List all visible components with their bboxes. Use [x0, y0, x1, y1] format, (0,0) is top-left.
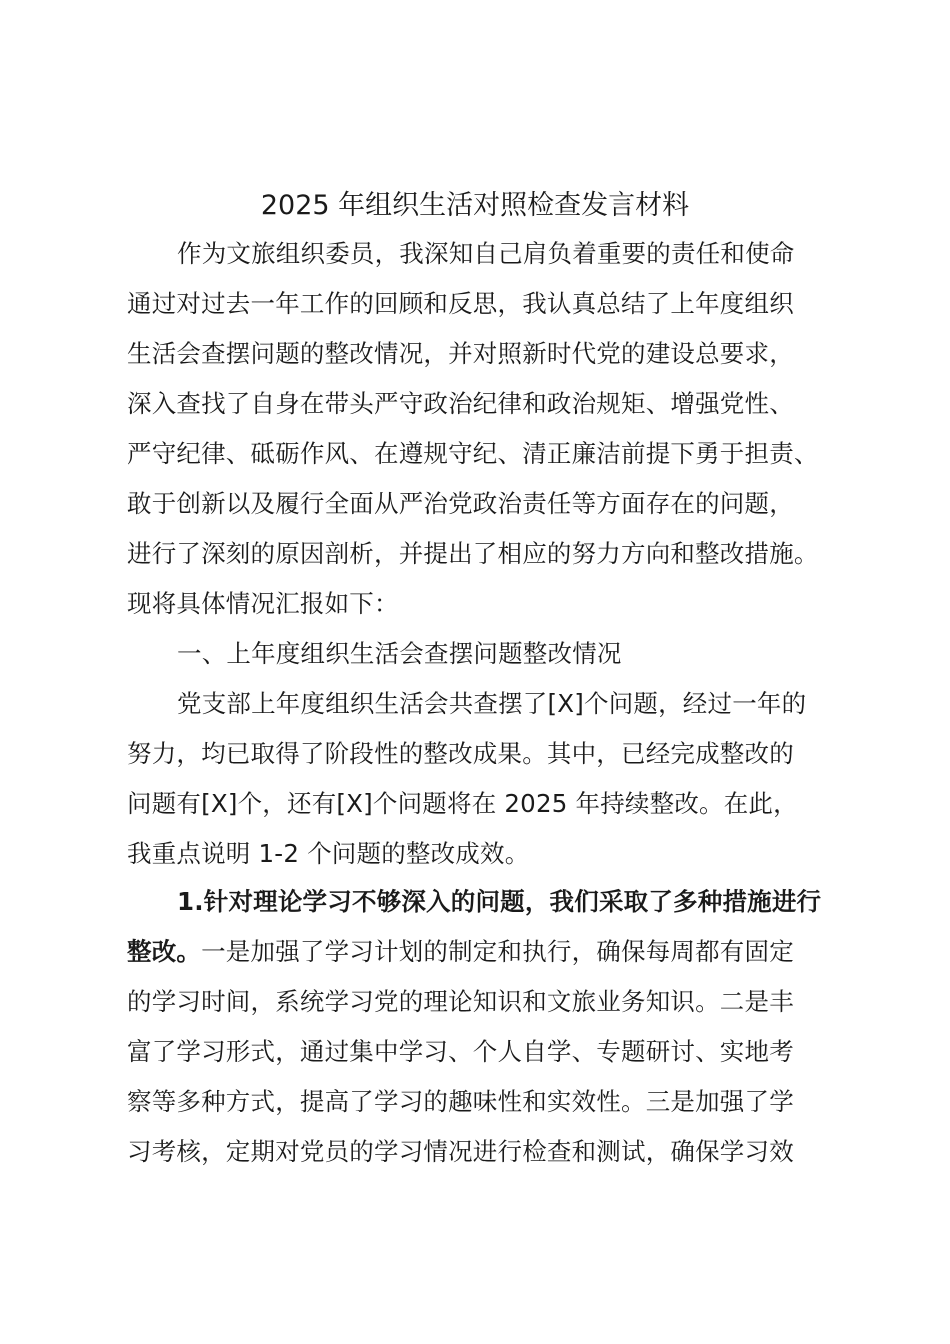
item1-bold-heading-end: 整改。 [127, 937, 202, 966]
intro-line: 生活会查摆问题的整改情况，并对照新时代党的建设总要求， [127, 339, 794, 368]
item1-line-rest: 一是加强了学习计划的制定和执行，确保每周都有固定 [201, 937, 794, 966]
item1-line: 富了学习形式，通过集中学习、个人自学、专题研讨、实地考 [127, 1037, 794, 1066]
document-title: 2025 年组织生活对照检查发言材料 [260, 190, 690, 221]
intro-line: 作为文旅组织委员，我深知自己肩负着重要的责任和使命 [177, 239, 795, 268]
intro-line: 现将具体情况汇报如下： [127, 589, 399, 618]
item1-bold-heading: 1.针对理论学习不够深入的问题，我们采取了多种措施进行 [177, 887, 822, 916]
section-line: 努力，均已取得了阶段性的整改成果。其中，已经完成整改的 [127, 739, 794, 768]
intro-line: 严守纪律、砥砺作风、在遵规守纪、清正廉洁前提下勇于担责、 [127, 439, 819, 468]
section-heading: 一、上年度组织生活会查摆问题整改情况 [177, 639, 622, 668]
item1-line [127, 934, 794, 970]
item1-line: 习考核，定期对党员的学习情况进行检查和测试，确保学习效 [127, 1137, 794, 1166]
intro-line: 敢于创新以及履行全面从严治党政治责任等方面存在的问题， [127, 489, 794, 518]
intro-line: 深入查找了自身在带头严守政治纪律和政治规矩、增强党性、 [127, 389, 794, 418]
item1-line: 的学习时间，系统学习党的理论知识和文旅业务知识。二是丰 [127, 987, 794, 1016]
item1-line: 察等多种方式，提高了学习的趣味性和实效性。三是加强了学 [127, 1087, 794, 1116]
intro-line: 通过对过去一年工作的回顾和反思，我认真总结了上年度组织 [127, 289, 794, 318]
section-line: 问题有[X]个，还有[X]个问题将在 2025 年持续整改。在此， [127, 789, 798, 818]
section-line: 党支部上年度组织生活会共查摆了[X]个问题，经过一年的 [177, 689, 807, 718]
intro-line: 进行了深刻的原因剖析，并提出了相应的努力方向和整改措施。 [127, 539, 819, 568]
section-line: 我重点说明 1-2 个问题的整改成效。 [127, 839, 530, 868]
